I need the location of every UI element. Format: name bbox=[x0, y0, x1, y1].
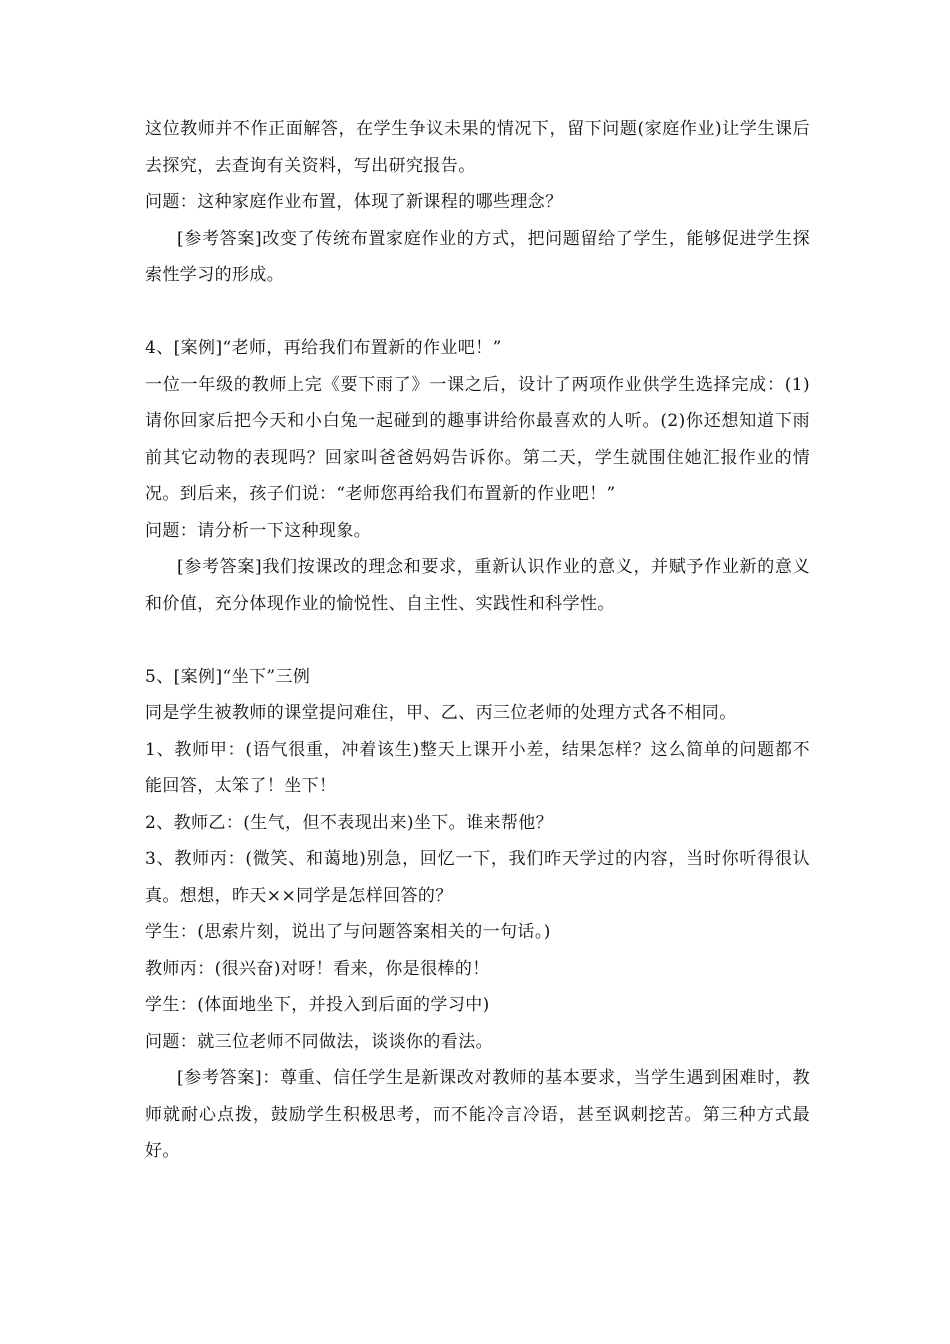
answer-analyze-phenomenon: [参考答案]我们按课改的理念和要求，重新认识作业的意义，并赋予作业新的意义和价值，充分体现作业的愉悦性、自主性、实践性和科学性。 bbox=[145, 557, 810, 614]
case-5-intro: 同是学生被教师的课堂提问难住，甲、乙、丙三位老师的处理方式各不相同。 bbox=[145, 703, 737, 723]
document-body bbox=[145, 111, 810, 1170]
case-5-title: 5、[案例]“坐下”三例 bbox=[145, 666, 311, 687]
teacher-c-praise: 教师丙：(很兴奋)对呀！看来，你是很棒的！ bbox=[145, 958, 490, 979]
section-gap bbox=[145, 294, 810, 331]
answer-three-teachers: [参考答案]：尊重、信任学生是新课改对教师的基本要求，当学生遇到困难时，教师就耐心点拨，鼓励学生积极思考，而不能冷言冷语，甚至讽刺挖苦。第三种方式最好。 bbox=[145, 1068, 810, 1161]
teacher-a-response: 1、教师甲：(语气很重，冲着该生)整天上课开小差，结果怎样？这么简单的问题都不能回答，太笨了！坐下！ bbox=[145, 739, 810, 796]
answer-homework-concept: [参考答案]改变了传统布置家庭作业的方式，把问题留给了学生，能够促进学生探索性学习的形成。 bbox=[145, 228, 810, 285]
student-sits-down: 学生：(体面地坐下，并投入到后面的学习中) bbox=[145, 995, 490, 1015]
question-three-teachers: 问题：就三位老师不同做法，谈谈你的看法。 bbox=[145, 1031, 493, 1052]
case-4-title: 4、[案例]“老师，再给我们布置新的作业吧！” bbox=[145, 338, 502, 358]
section-gap bbox=[145, 622, 810, 659]
case-4-description: 一位一年级的教师上完《要下雨了》一课之后，设计了两项作业供学生选择完成：(1)请你回家后把今天和小白兔一起碰到的趣事讲给你最喜欢的人听。(2)你还想知道下雨前其它动物的表现吗？回家叫爸爸妈妈告诉你。第二天，学生就围住她汇报作业的情况。到后来，孩子们说：“老师您再给我们布置新的作业吧！” bbox=[145, 374, 810, 504]
paragraph-teacher-no-direct-answer: 这位教师并不作正面解答，在学生争议未果的情况下，留下问题(家庭作业)让学生课后去探究，去查询有关资料，写出研究报告。 bbox=[145, 119, 810, 176]
teacher-b-response: 2、教师乙：(生气，但不表现出来)坐下。谁来帮他？ bbox=[145, 812, 554, 833]
question-analyze-phenomenon: 问题：请分析一下这种现象。 bbox=[145, 520, 372, 541]
student-answer: 学生：(思索片刻，说出了与问题答案相关的一句话。) bbox=[145, 922, 551, 942]
question-homework-concept: 问题：这种家庭作业布置，体现了新课程的哪些理念？ bbox=[145, 192, 563, 212]
teacher-c-response: 3、教师丙：(微笑、和蔼地)别急，回忆一下，我们昨天学过的内容，当时你听得很认真。想想，昨天××同学是怎样回答的？ bbox=[145, 849, 810, 906]
